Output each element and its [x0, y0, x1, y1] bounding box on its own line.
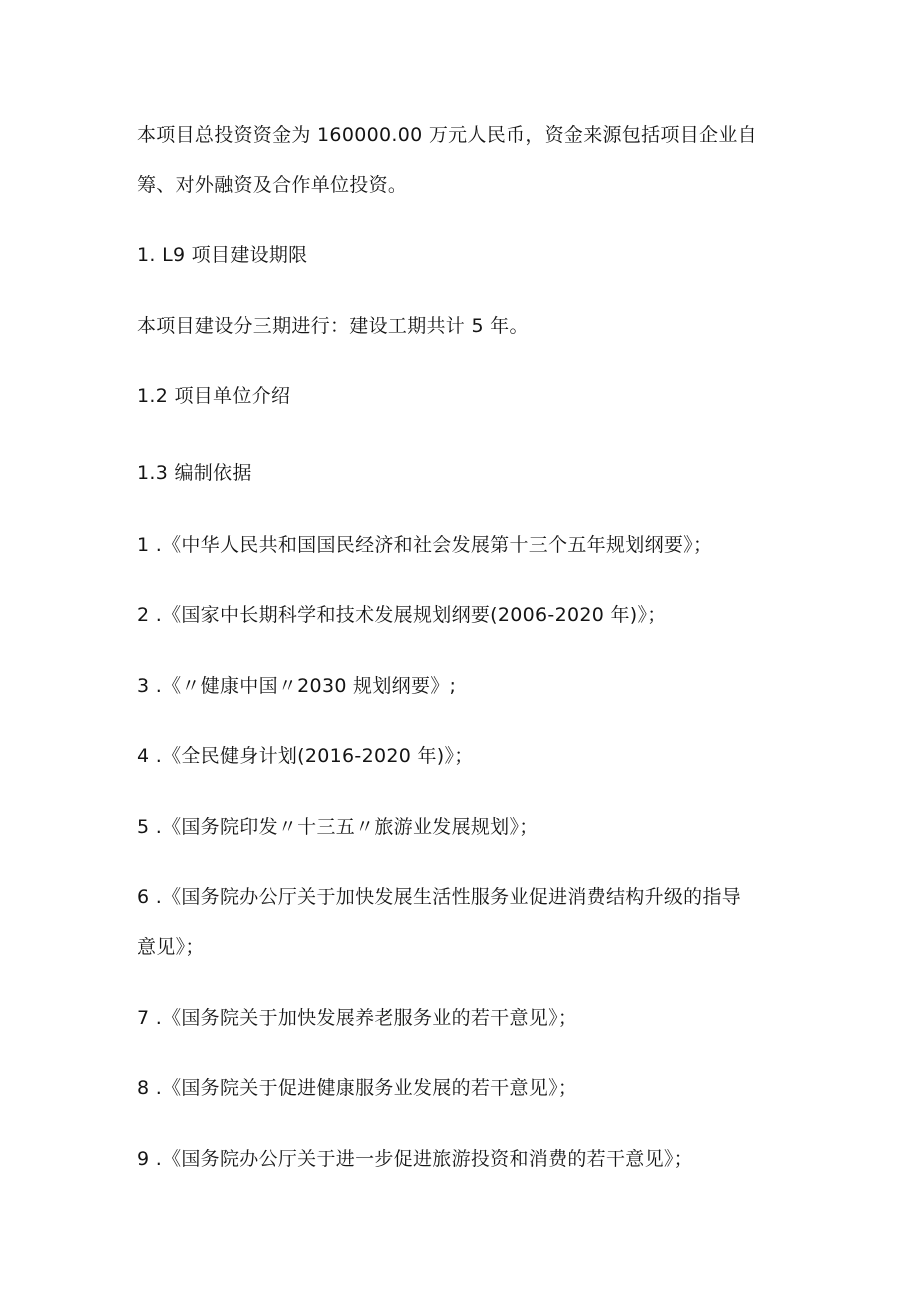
basis-item-4: 4 .《全民健身计划(2016-2020 年)》； [137, 745, 474, 767]
basis-item-9: 9 .《国务院办公厅关于进一步促进旅游投资和消费的若干意见》； [137, 1148, 693, 1170]
investment-paragraph-line-1: 本项目总投资资金为 160000.00 万元人民币，资金来源包括项目企业自 [137, 124, 757, 146]
basis-item-6-line-1: 6 .《国务院办公厅关于加快发展生活性服务业促进消费结构升级的指导 [137, 886, 742, 908]
section-heading-1-19: 1. L9 项目建设期限 [137, 244, 308, 266]
basis-item-7: 7 .《国务院关于加快发展养老服务业的若干意见》； [137, 1007, 578, 1029]
basis-item-3: 3 .《〃健康中国〃2030 规划纲要》; [137, 675, 457, 697]
investment-paragraph-line-2: 筹、对外融资及合作单位投资。 [137, 174, 408, 196]
basis-item-1: 1 .《中华人民共和国国民经济和社会发展第十三个五年规划纲要》； [137, 534, 713, 556]
section-heading-1-2: 1.2 项目单位介绍 [137, 385, 291, 407]
section-heading-1-3: 1.3 编制依据 [137, 462, 252, 484]
basis-item-6-line-2: 意见》； [137, 936, 205, 958]
basis-item-2: 2 .《国家中长期科学和技术发展规划纲要(2006-2020 年)》； [137, 604, 667, 626]
basis-item-5: 5 .《国务院印发〃十三五〃旅游业发展规划》； [137, 816, 539, 838]
basis-item-8: 8 .《国务院关于促进健康服务业发展的若干意见》； [137, 1077, 578, 1099]
construction-paragraph: 本项目建设分三期进行：建设工期共计 5 年。 [137, 315, 529, 337]
